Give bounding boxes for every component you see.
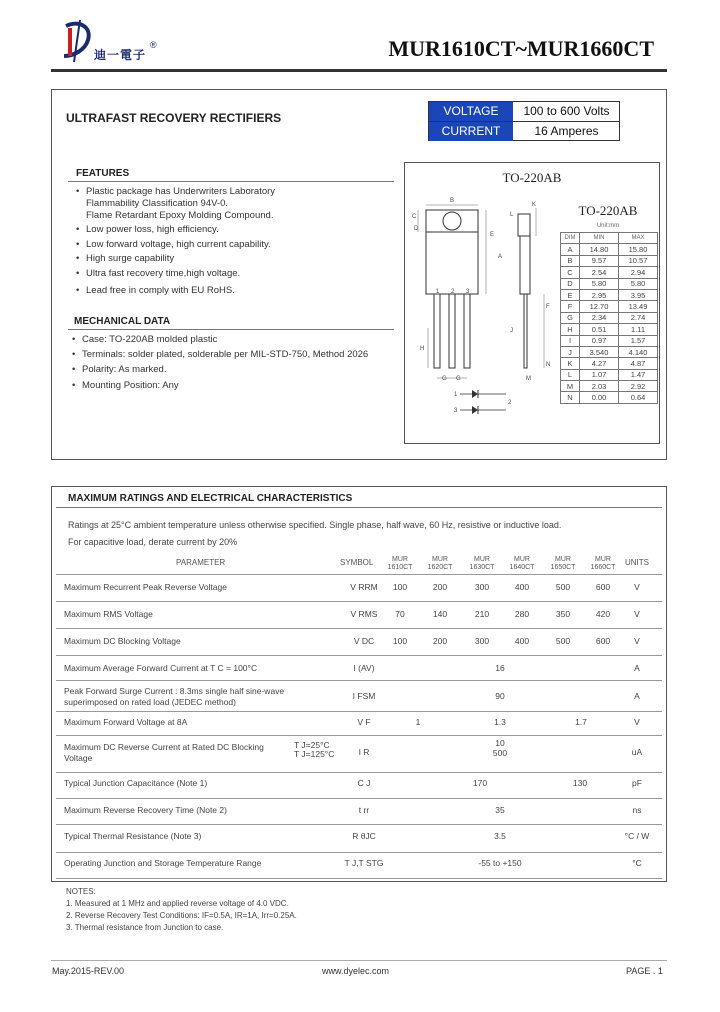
unit: °C / W — [624, 831, 650, 841]
dim-letter: A — [561, 244, 580, 255]
dim-max: 1.57 — [619, 335, 658, 346]
voltage-label: VOLTAGE — [429, 102, 513, 121]
rating-value: 35 — [495, 805, 505, 815]
feature-item: • Low power loss, high efficiency. — [86, 224, 219, 236]
rating-value: 1 — [415, 717, 421, 727]
brand-name: 迪一電子 — [94, 48, 147, 62]
row-divider — [56, 601, 662, 602]
dimension-row — [561, 244, 658, 255]
rating-value: 500 — [555, 636, 571, 646]
document-title: MUR1610CT~MUR1660CT — [388, 36, 654, 61]
test-condition: T J=125°C — [294, 749, 335, 759]
dim-label-j: J — [510, 328, 513, 334]
dim-letter: H — [561, 324, 580, 335]
dim-letter: L — [561, 369, 580, 380]
dim-max: 4.87 — [619, 358, 658, 369]
symbol: V DC — [353, 636, 375, 646]
rating-value: 420 — [595, 609, 611, 619]
dim-label-d: D — [414, 226, 419, 232]
dim-max: 2.74 — [619, 312, 658, 323]
current-label: CURRENT — [429, 122, 513, 141]
dim-letter: J — [561, 346, 580, 357]
rating-value: 16 — [495, 663, 505, 673]
ratings-rule — [56, 507, 662, 508]
dim-min: 2.54 — [580, 267, 619, 278]
row-divider — [56, 772, 662, 773]
feature-item: • Low forward voltage, high current capability. — [86, 239, 271, 251]
note-item: 1. Measured at 1 MHz and applied reverse voltage of 4.0 VDC. — [66, 899, 289, 908]
dim-max: 1.11 — [619, 324, 658, 335]
dim-label-h: H — [420, 346, 425, 352]
dimension-header-row — [561, 233, 658, 244]
feature-item: • High surge capability — [86, 253, 174, 265]
rating-value: 210 — [474, 609, 490, 619]
revision-date: May.2015-REV.00 — [52, 966, 125, 976]
parameter-name: Maximum Average Forward Current at T C = 100°C — [64, 663, 258, 673]
mechanical-item: • Polarity: As marked. — [82, 364, 166, 376]
unit: uA — [631, 747, 643, 757]
symbol: R θJC — [352, 831, 376, 841]
unit: A — [634, 691, 640, 701]
max-col-header: MAX — [619, 233, 658, 244]
part-number-header: MUR 1610CT — [387, 556, 413, 571]
dim-min: 9.57 — [580, 255, 619, 266]
unit: V — [634, 717, 640, 727]
part-number-header: MUR 1650CT — [550, 556, 576, 571]
dim-label-n: N — [546, 362, 551, 368]
row-divider — [56, 878, 662, 879]
mechanical-rule — [68, 329, 394, 330]
dimension-row — [561, 278, 658, 289]
dim-label-f: F — [546, 304, 550, 310]
dim-letter: M — [561, 381, 580, 392]
terminal-label-2: 2 — [508, 400, 512, 406]
dim-min: 12.70 — [580, 301, 619, 312]
rating-value: 10 — [495, 738, 505, 748]
dim-label-b: B — [450, 198, 455, 204]
dimension-row — [561, 301, 658, 312]
note-item: 3. Thermal resistance from Junction to case. — [66, 923, 224, 932]
website-link[interactable]: www.dyelec.com — [322, 966, 390, 976]
terminal-label-1: 1 — [454, 392, 458, 398]
pin-label-2: 2 — [451, 289, 455, 295]
dim-max: 5.80 — [619, 278, 658, 289]
dim-max: 10.57 — [619, 255, 658, 266]
dimension-row — [561, 289, 658, 300]
rating-value: 130 — [572, 778, 588, 788]
rating-value: 280 — [514, 609, 530, 619]
symbol: t rr — [358, 805, 370, 815]
dim-label-g1: G — [442, 376, 447, 382]
dim-max: 2.94 — [619, 267, 658, 278]
dimension-row — [561, 358, 658, 369]
dim-max: 2.92 — [619, 381, 658, 392]
row-divider — [56, 711, 662, 712]
symbol: C J — [357, 778, 371, 788]
dim-max: 0.64 — [619, 392, 658, 403]
package-outline-drawing — [406, 188, 558, 418]
symbol: T J,T STG — [344, 858, 384, 868]
dimension-row — [561, 324, 658, 335]
unit: ns — [632, 805, 642, 815]
dim-min: 0.97 — [580, 335, 619, 346]
dim-max: 15.80 — [619, 244, 658, 255]
parameter-name: Maximum DC Reverse Current at Rated DC Blocking — [64, 742, 264, 752]
dim-min: 0.51 — [580, 324, 619, 335]
dim-min: 2.03 — [580, 381, 619, 392]
rating-value: 500 — [555, 582, 571, 592]
dim-col-header: DIM — [561, 233, 580, 244]
dim-min: 4.27 — [580, 358, 619, 369]
rating-value: 70 — [395, 609, 405, 619]
dimension-row — [561, 312, 658, 323]
dim-min: 0.00 — [580, 392, 619, 403]
parameter-name: Operating Junction and Storage Temperature Range — [64, 858, 262, 868]
symbol: V RRM — [350, 582, 378, 592]
dim-letter: B — [561, 255, 580, 266]
unit: °C — [632, 858, 642, 868]
part-number-header: MUR 1630CT — [469, 556, 495, 571]
dim-letter: G — [561, 312, 580, 323]
row-divider — [56, 798, 662, 799]
unit: pF — [632, 778, 642, 788]
row-divider — [56, 824, 662, 825]
symbol-col-header: SYMBOL — [340, 558, 374, 567]
mechanical-item: • Mounting Position: Any — [82, 380, 179, 392]
features-heading: FEATURES — [76, 168, 130, 179]
symbol: I (AV) — [353, 663, 375, 673]
dim-letter: C — [561, 267, 580, 278]
min-col-header: MIN — [580, 233, 619, 244]
mechanical-item: • Terminals: solder plated, solderable per MIL-STD-750, Method 2026 — [82, 349, 368, 361]
rating-value: 600 — [595, 636, 611, 646]
capacitive-derate-note: For capacitive load, derate current by 20% — [68, 537, 238, 547]
unit: V — [634, 582, 640, 592]
dimension-table-title: TO-220AB — [578, 203, 638, 218]
parameter-name: Typical Junction Capacitance (Note 1) — [64, 778, 208, 788]
rating-value: 200 — [432, 582, 448, 592]
parameter-name: Typical Thermal Resistance (Note 3) — [64, 831, 202, 841]
feature-item: • Lead free in comply with EU RoHS. — [86, 285, 235, 297]
row-divider — [56, 628, 662, 629]
voltage-row — [429, 102, 619, 121]
rating-value: 90 — [495, 691, 505, 701]
current-row — [429, 122, 619, 141]
row-divider — [56, 680, 662, 681]
pin-label-1: 1 — [436, 289, 440, 295]
dim-letter: F — [561, 301, 580, 312]
dimension-units: Unit:mm — [596, 223, 620, 229]
rating-value: 300 — [474, 582, 490, 592]
parameter-name: Maximum Forward Voltage at 8A — [64, 717, 188, 727]
spec-summary-box — [428, 101, 620, 141]
rating-value: 600 — [595, 582, 611, 592]
part-number-header: MUR 1620CT — [427, 556, 453, 571]
dim-label-k: K — [532, 202, 537, 208]
part-number-header: MUR 1660CT — [590, 556, 616, 571]
rating-value: 300 — [474, 636, 490, 646]
product-subtitle: ULTRAFAST RECOVERY RECTIFIERS — [66, 111, 282, 125]
parameter-name: Maximum Reverse Recovery Time (Note 2) — [64, 805, 227, 815]
dim-letter: I — [561, 335, 580, 346]
dim-min: 2.95 — [580, 289, 619, 300]
dimension-row — [561, 392, 658, 403]
rating-value: 100 — [392, 636, 408, 646]
rating-value: 500 — [492, 748, 508, 758]
dim-letter: D — [561, 278, 580, 289]
rating-value: 1.7 — [575, 717, 587, 727]
feature-item-cont: Flammability Classification 94V-0. — [86, 198, 229, 209]
dim-letter: E — [561, 289, 580, 300]
row-divider — [56, 735, 662, 736]
symbol: I FSM — [352, 691, 376, 701]
dim-label-c: C — [412, 214, 417, 220]
feature-item: • Ultra fast recovery time,high voltage. — [86, 268, 240, 280]
parameter-name-cont: superimposed on rated load (JEDEC method) — [64, 697, 236, 707]
ratings-heading: MAXIMUM RATINGS AND ELECTRICAL CHARACTERISTICS — [68, 493, 353, 504]
dimension-row — [561, 267, 658, 278]
rating-value: 3.5 — [494, 831, 506, 841]
terminal-label-3: 3 — [454, 408, 458, 414]
rating-value: 170 — [472, 778, 488, 788]
page-number: PAGE . 1 — [626, 966, 663, 976]
part-number-header: MUR 1640CT — [509, 556, 535, 571]
dimension-row — [561, 381, 658, 392]
dim-min: 14.80 — [580, 244, 619, 255]
registered-mark: ® — [150, 40, 157, 50]
dim-max: 4.140 — [619, 346, 658, 357]
features-rule — [68, 181, 394, 182]
dim-max: 13.49 — [619, 301, 658, 312]
dimension-row — [561, 255, 658, 266]
rating-value: 140 — [432, 609, 448, 619]
dimension-row — [561, 346, 658, 357]
note-item: 2. Reverse Recovery Test Conditions: IF=0.5A, IR=1A, Irr=0.25A. — [66, 911, 297, 920]
dim-min: 2.34 — [580, 312, 619, 323]
footer-rule — [51, 960, 667, 961]
unit: A — [634, 663, 640, 673]
mechanical-item: • Case: TO-220AB molded plastic — [82, 334, 217, 346]
dimension-row — [561, 369, 658, 380]
parameter-name-cont: Voltage — [64, 753, 93, 763]
rating-value: 350 — [555, 609, 571, 619]
voltage-value: 100 to 600 Volts — [523, 104, 610, 118]
param-col-header: PARAMETER — [176, 558, 226, 567]
row-divider — [56, 852, 662, 853]
rating-value: 400 — [514, 582, 530, 592]
dim-letter: N — [561, 392, 580, 403]
rating-value: 100 — [392, 582, 408, 592]
symbol: I R — [358, 747, 370, 757]
parameter-name: Maximum RMS Voltage — [64, 609, 153, 619]
unit: V — [634, 636, 640, 646]
pin-label-3: 3 — [466, 289, 470, 295]
parameter-name: Peak Forward Surge Current : 8.3ms single half sine-wave — [64, 686, 285, 696]
units-col-header: UNITS — [625, 558, 649, 567]
dimension-table — [560, 232, 658, 404]
mechanical-heading: MECHANICAL DATA — [74, 316, 171, 327]
rating-value: 400 — [514, 636, 530, 646]
dim-label-e: E — [490, 232, 495, 238]
dim-label-g2: G — [456, 376, 461, 382]
header-divider — [51, 69, 667, 72]
rating-value: 200 — [432, 636, 448, 646]
rating-value: -55 to +150 — [478, 858, 522, 868]
current-value: 16 Amperes — [534, 124, 599, 138]
rating-value: 1.3 — [494, 717, 506, 727]
dim-label-m: M — [526, 376, 531, 382]
dim-max: 1.47 — [619, 369, 658, 380]
feature-item: • Plastic package has Underwriters Laboratory — [86, 186, 275, 198]
parameter-name: Maximum Recurrent Peak Reverse Voltage — [64, 582, 227, 592]
dim-min: 5.80 — [580, 278, 619, 289]
dim-label-a: A — [498, 254, 503, 260]
row-divider — [56, 574, 662, 575]
package-title: TO-220AB — [502, 170, 562, 185]
notes-heading: NOTES: — [66, 887, 96, 896]
unit: V — [634, 609, 640, 619]
dim-min: 1.07 — [580, 369, 619, 380]
row-divider — [56, 655, 662, 656]
symbol: V F — [357, 717, 371, 727]
dim-max: 3.95 — [619, 289, 658, 300]
dim-label-l: L — [510, 212, 514, 218]
dim-min: 3.540 — [580, 346, 619, 357]
symbol: V RMS — [350, 609, 378, 619]
feature-item-cont: Flame Retardant Epoxy Molding Compound. — [86, 210, 274, 221]
dimension-row — [561, 335, 658, 346]
dim-letter: K — [561, 358, 580, 369]
parameter-name: Maximum DC Blocking Voltage — [64, 636, 181, 646]
ratings-condition-note: Ratings at 25°C ambient temperature unless otherwise specified. Single phase, half wave, 60 Hz, resistive or inductive load. — [68, 520, 562, 530]
test-condition: T J=25°C — [294, 740, 330, 750]
